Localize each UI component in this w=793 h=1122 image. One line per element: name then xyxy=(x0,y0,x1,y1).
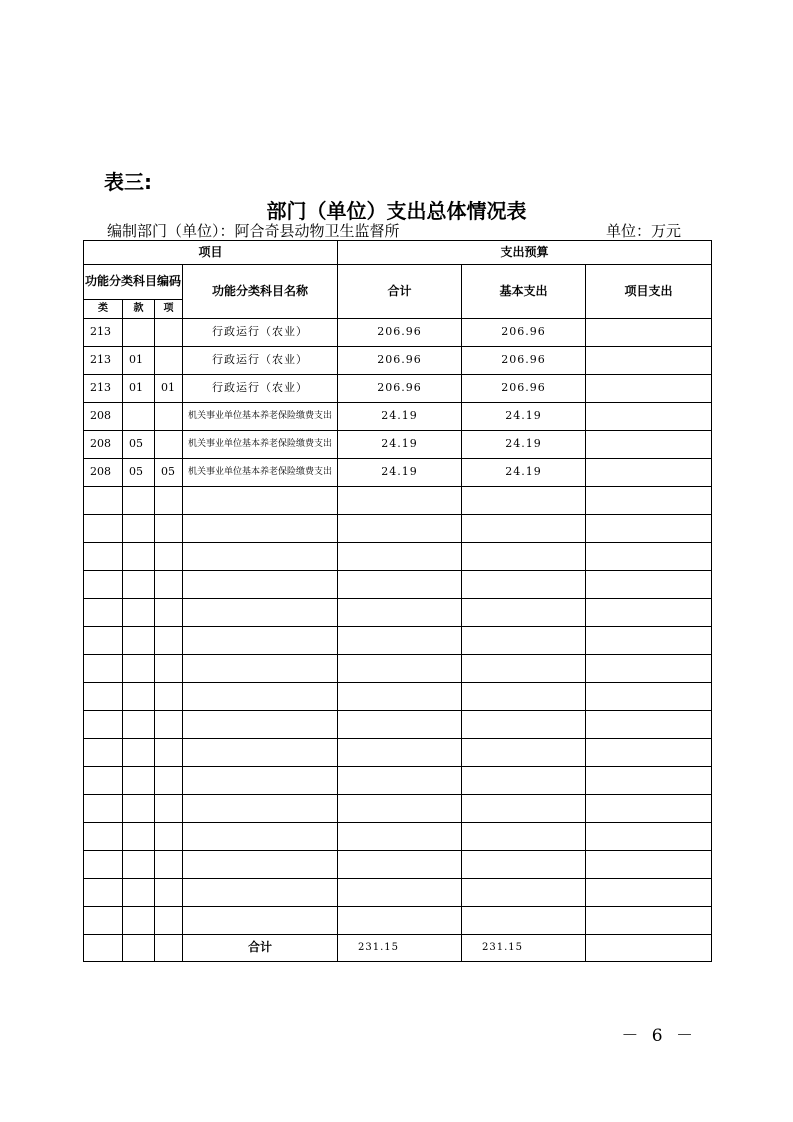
code-lei: 208 xyxy=(84,403,123,431)
subject-name: 行政运行（农业） xyxy=(183,347,338,375)
empty-cell xyxy=(84,627,123,655)
empty-cell xyxy=(183,879,338,907)
empty-cell xyxy=(155,935,183,962)
empty-cell xyxy=(155,683,183,711)
empty-row xyxy=(84,711,712,739)
empty-cell xyxy=(183,767,338,795)
empty-cell xyxy=(338,515,462,543)
empty-row xyxy=(84,571,712,599)
header-project-exp: 项目支出 xyxy=(586,265,712,319)
empty-cell xyxy=(586,907,712,935)
code-xiang xyxy=(155,319,183,347)
empty-cell xyxy=(338,907,462,935)
empty-cell xyxy=(123,711,155,739)
empty-cell xyxy=(84,571,123,599)
total-value: 24.19 xyxy=(338,403,462,431)
empty-cell xyxy=(462,515,586,543)
empty-cell xyxy=(84,487,123,515)
empty-cell xyxy=(155,599,183,627)
code-lei: 213 xyxy=(84,375,123,403)
empty-cell xyxy=(586,487,712,515)
header-kuan: 款 xyxy=(123,300,155,319)
empty-cell xyxy=(84,543,123,571)
empty-cell xyxy=(155,711,183,739)
empty-cell xyxy=(84,683,123,711)
empty-cell xyxy=(462,795,586,823)
code-kuan: 05 xyxy=(123,431,155,459)
empty-cell xyxy=(183,515,338,543)
empty-cell xyxy=(155,795,183,823)
empty-cell xyxy=(462,543,586,571)
empty-cell xyxy=(183,907,338,935)
code-lei: 213 xyxy=(84,347,123,375)
table-row xyxy=(84,319,712,347)
empty-row xyxy=(84,683,712,711)
empty-cell xyxy=(123,879,155,907)
code-xiang xyxy=(155,431,183,459)
empty-row xyxy=(84,851,712,879)
total-value: 24.19 xyxy=(338,459,462,487)
empty-cell xyxy=(586,599,712,627)
empty-cell xyxy=(183,823,338,851)
empty-cell xyxy=(462,767,586,795)
empty-cell xyxy=(338,851,462,879)
table-row xyxy=(84,459,712,487)
subject-name: 机关事业单位基本养老保险缴费支出 xyxy=(183,459,338,487)
empty-cell xyxy=(462,739,586,767)
empty-cell xyxy=(462,683,586,711)
empty-cell xyxy=(183,795,338,823)
total-value: 24.19 xyxy=(338,431,462,459)
empty-cell xyxy=(338,487,462,515)
empty-row xyxy=(84,767,712,795)
total-value: 206.96 xyxy=(338,319,462,347)
empty-cell xyxy=(338,627,462,655)
empty-cell xyxy=(462,655,586,683)
page-number: － 6 － xyxy=(621,1026,697,1046)
header-budget: 支出预算 xyxy=(338,241,712,265)
header-row-2 xyxy=(84,265,712,300)
subject-name: 机关事业单位基本养老保险缴费支出 xyxy=(183,431,338,459)
code-xiang xyxy=(155,347,183,375)
subject-name: 行政运行（农业） xyxy=(183,375,338,403)
summary-total: 231.15 xyxy=(338,935,462,962)
empty-cell xyxy=(123,543,155,571)
code-lei: 213 xyxy=(84,319,123,347)
empty-cell xyxy=(123,599,155,627)
empty-row xyxy=(84,599,712,627)
header-lei: 类 xyxy=(84,300,123,319)
project-value xyxy=(586,431,712,459)
subject-name: 机关事业单位基本养老保险缴费支出 xyxy=(183,403,338,431)
empty-row xyxy=(84,655,712,683)
table-label: 表三: xyxy=(104,170,152,194)
empty-cell xyxy=(123,571,155,599)
empty-cell xyxy=(586,711,712,739)
empty-cell xyxy=(123,907,155,935)
empty-cell xyxy=(462,599,586,627)
header-name: 功能分类科目名称 xyxy=(183,265,338,319)
empty-cell xyxy=(338,767,462,795)
expenditure-table xyxy=(83,240,712,962)
empty-cell xyxy=(155,655,183,683)
compiling-department: 编制部门（单位）：阿合奇县动物卫生监督所 xyxy=(107,222,400,240)
empty-cell xyxy=(183,739,338,767)
empty-cell xyxy=(338,599,462,627)
empty-cell xyxy=(123,487,155,515)
empty-cell xyxy=(84,851,123,879)
empty-row xyxy=(84,627,712,655)
empty-cell xyxy=(183,571,338,599)
table-row xyxy=(84,431,712,459)
header-project: 项目 xyxy=(84,241,338,265)
header-basic: 基本支出 xyxy=(462,265,586,319)
header-code-group: 功能分类科目编码 xyxy=(84,265,183,300)
table-row xyxy=(84,375,712,403)
empty-cell xyxy=(123,851,155,879)
empty-cell xyxy=(338,683,462,711)
empty-cell xyxy=(155,515,183,543)
empty-row xyxy=(84,907,712,935)
empty-cell xyxy=(183,655,338,683)
empty-cell xyxy=(123,683,155,711)
basic-value: 24.19 xyxy=(462,459,586,487)
project-value xyxy=(586,459,712,487)
total-value: 206.96 xyxy=(338,375,462,403)
empty-cell xyxy=(155,627,183,655)
code-lei: 208 xyxy=(84,431,123,459)
empty-row xyxy=(84,739,712,767)
empty-cell xyxy=(183,487,338,515)
empty-cell xyxy=(84,795,123,823)
basic-value: 206.96 xyxy=(462,347,586,375)
empty-cell xyxy=(123,739,155,767)
empty-cell xyxy=(586,571,712,599)
code-kuan: 05 xyxy=(123,459,155,487)
unit-label: 单位：万元 xyxy=(605,222,681,240)
code-kuan xyxy=(123,319,155,347)
empty-cell xyxy=(84,711,123,739)
empty-cell xyxy=(586,739,712,767)
empty-cell xyxy=(123,795,155,823)
empty-cell xyxy=(123,767,155,795)
empty-row xyxy=(84,543,712,571)
code-xiang: 01 xyxy=(155,375,183,403)
empty-cell xyxy=(183,851,338,879)
empty-cell xyxy=(84,935,123,962)
summary-label: 合计 xyxy=(183,935,338,962)
code-kuan: 01 xyxy=(123,375,155,403)
table-row xyxy=(84,403,712,431)
empty-cell xyxy=(338,543,462,571)
code-kuan xyxy=(123,403,155,431)
empty-cell xyxy=(84,767,123,795)
project-value xyxy=(586,347,712,375)
table-row xyxy=(84,347,712,375)
summary-project xyxy=(586,935,712,962)
code-kuan: 01 xyxy=(123,347,155,375)
empty-cell xyxy=(462,823,586,851)
empty-cell xyxy=(183,683,338,711)
empty-cell xyxy=(84,907,123,935)
code-lei: 208 xyxy=(84,459,123,487)
empty-cell xyxy=(586,627,712,655)
empty-row xyxy=(84,795,712,823)
empty-cell xyxy=(183,711,338,739)
empty-cell xyxy=(155,487,183,515)
empty-cell xyxy=(586,823,712,851)
empty-cell xyxy=(84,823,123,851)
empty-cell xyxy=(338,823,462,851)
empty-cell xyxy=(155,767,183,795)
empty-cell xyxy=(338,711,462,739)
empty-cell xyxy=(155,823,183,851)
empty-cell xyxy=(84,599,123,627)
empty-row xyxy=(84,879,712,907)
empty-cell xyxy=(586,795,712,823)
empty-cell xyxy=(183,627,338,655)
empty-row xyxy=(84,515,712,543)
empty-cell xyxy=(123,515,155,543)
empty-cell xyxy=(586,515,712,543)
total-value: 206.96 xyxy=(338,347,462,375)
header-total: 合计 xyxy=(338,265,462,319)
empty-cell xyxy=(462,907,586,935)
empty-cell xyxy=(84,739,123,767)
empty-cell xyxy=(123,627,155,655)
empty-cell xyxy=(338,655,462,683)
basic-value: 24.19 xyxy=(462,431,586,459)
empty-cell xyxy=(155,571,183,599)
empty-cell xyxy=(462,571,586,599)
summary-basic: 231.15 xyxy=(462,935,586,962)
empty-cell xyxy=(586,851,712,879)
empty-cell xyxy=(183,599,338,627)
basic-value: 206.96 xyxy=(462,319,586,347)
empty-cell xyxy=(586,543,712,571)
project-value xyxy=(586,319,712,347)
empty-cell xyxy=(338,879,462,907)
empty-cell xyxy=(155,907,183,935)
empty-cell xyxy=(183,543,338,571)
empty-cell xyxy=(338,795,462,823)
empty-cell xyxy=(338,571,462,599)
project-value xyxy=(586,403,712,431)
empty-cell xyxy=(462,487,586,515)
empty-cell xyxy=(155,739,183,767)
header-row-1 xyxy=(84,241,712,265)
empty-cell xyxy=(84,879,123,907)
empty-cell xyxy=(462,627,586,655)
empty-cell xyxy=(84,655,123,683)
empty-cell xyxy=(123,655,155,683)
empty-cell xyxy=(462,879,586,907)
basic-value: 206.96 xyxy=(462,375,586,403)
basic-value: 24.19 xyxy=(462,403,586,431)
empty-cell xyxy=(462,711,586,739)
empty-cell xyxy=(155,879,183,907)
empty-cell xyxy=(586,767,712,795)
empty-cell xyxy=(586,655,712,683)
empty-row xyxy=(84,487,712,515)
empty-cell xyxy=(123,823,155,851)
empty-cell xyxy=(586,879,712,907)
summary-row xyxy=(84,935,712,962)
empty-cell xyxy=(123,935,155,962)
empty-cell xyxy=(338,739,462,767)
code-xiang xyxy=(155,403,183,431)
empty-cell xyxy=(155,851,183,879)
empty-cell xyxy=(462,851,586,879)
empty-row xyxy=(84,823,712,851)
page-title: 部门（单位）支出总体情况表 xyxy=(266,199,527,223)
empty-cell xyxy=(586,683,712,711)
empty-cell xyxy=(84,515,123,543)
code-xiang: 05 xyxy=(155,459,183,487)
empty-cell xyxy=(155,543,183,571)
header-xiang: 项 xyxy=(155,300,183,319)
subject-name: 行政运行（农业） xyxy=(183,319,338,347)
project-value xyxy=(586,375,712,403)
